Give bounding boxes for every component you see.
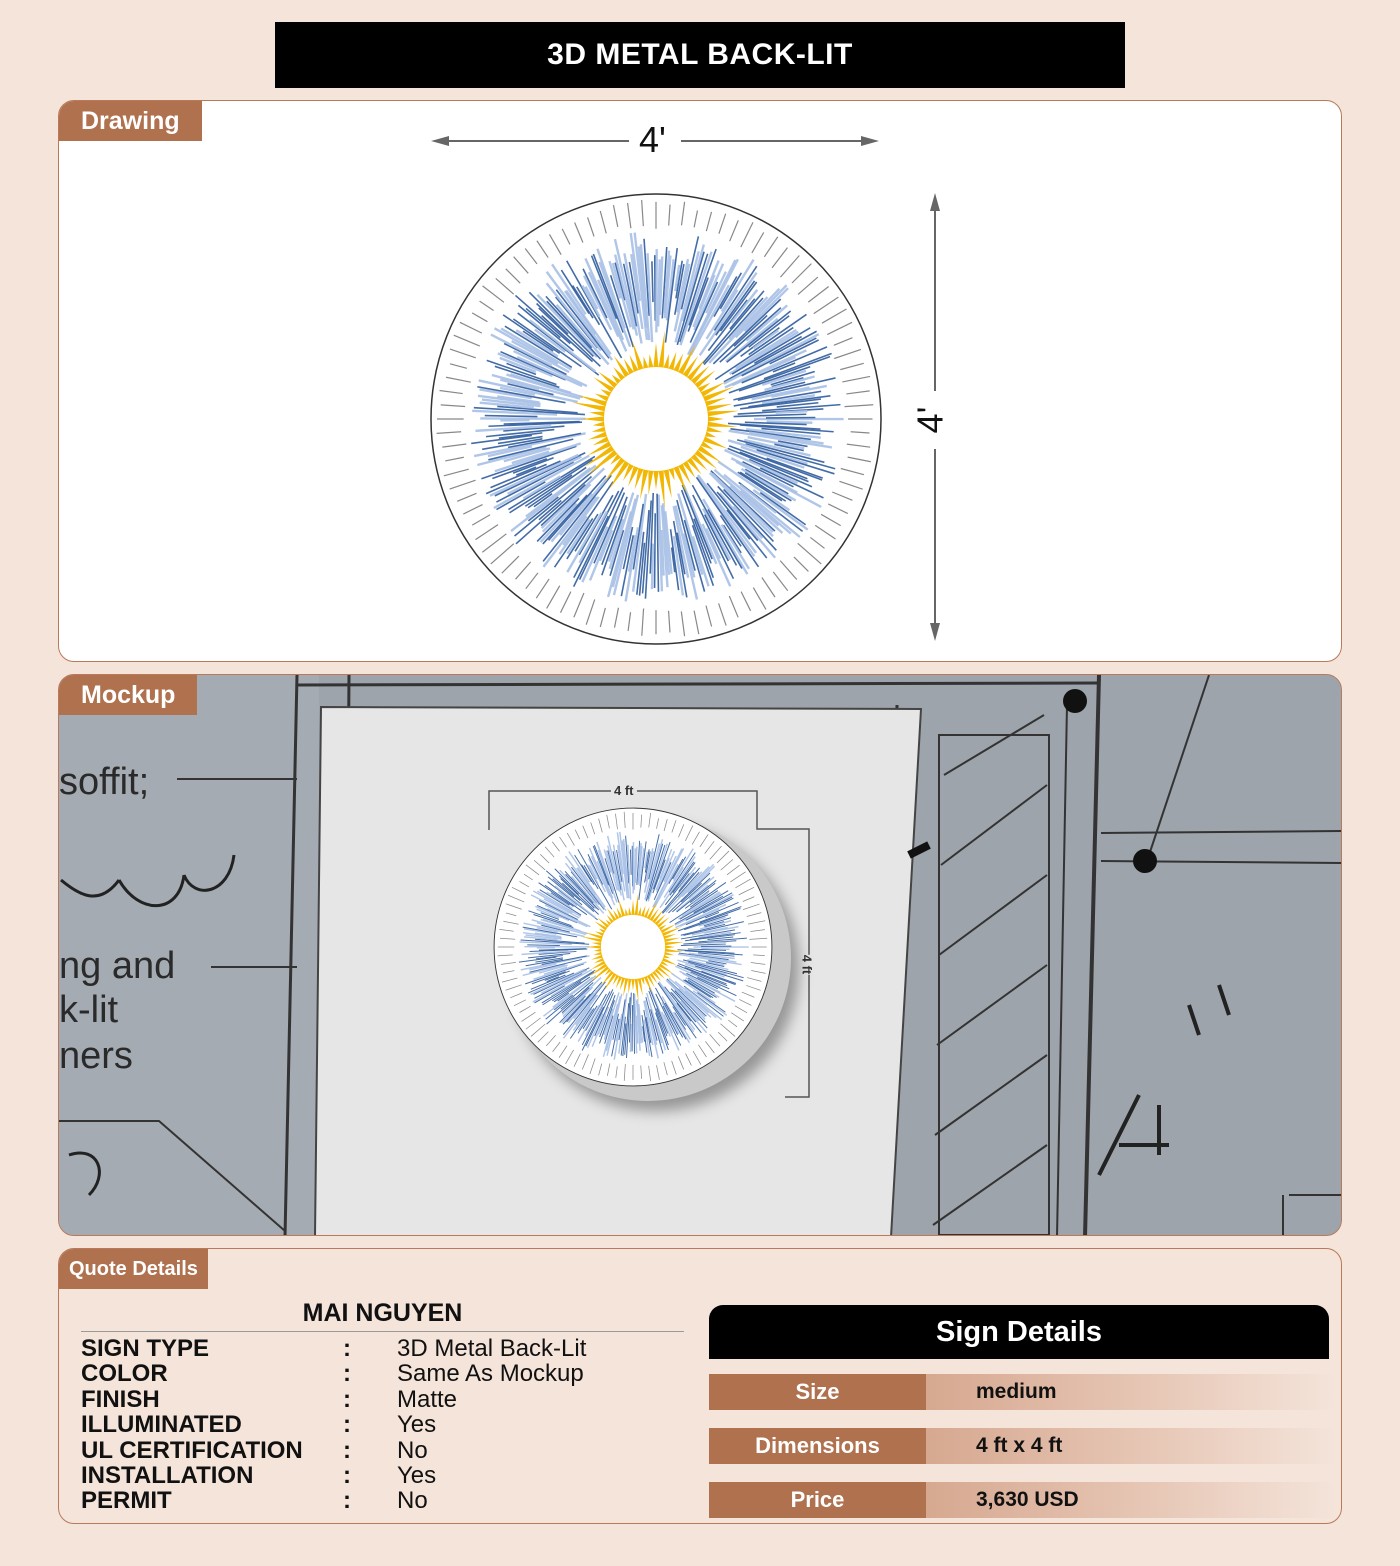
spec-row bbox=[81, 1411, 681, 1437]
spec-row bbox=[81, 1437, 681, 1463]
quote-tag: Quote Details bbox=[59, 1249, 208, 1289]
sun-medallion-mockup bbox=[491, 805, 775, 1089]
drawing-height-label: 4' bbox=[909, 406, 951, 434]
drawing-width-label: 4' bbox=[639, 119, 666, 160]
spec-key: ILLUMINATED bbox=[81, 1411, 242, 1439]
sign-detail-value: medium bbox=[926, 1374, 1337, 1410]
spec-separator: : bbox=[343, 1360, 351, 1388]
sign-detail-row bbox=[709, 1374, 1337, 1410]
spec-key: PERMIT bbox=[81, 1487, 172, 1515]
sign-detail-key: Dimensions bbox=[709, 1428, 926, 1464]
spec-row bbox=[81, 1487, 681, 1513]
sign-detail-row bbox=[709, 1482, 1337, 1518]
sign-detail-key: Size bbox=[709, 1374, 926, 1410]
spec-row bbox=[81, 1462, 681, 1488]
sign-detail-value: 3,630 USD bbox=[926, 1482, 1337, 1518]
drawing-panel bbox=[58, 100, 1342, 662]
blue-ray bbox=[630, 850, 631, 875]
sign-detail-row bbox=[709, 1428, 1337, 1464]
quote-panel bbox=[58, 1248, 1342, 1524]
drawing-tag: Drawing bbox=[59, 101, 202, 141]
blue-ray bbox=[631, 1024, 632, 1052]
spec-key: FINISH bbox=[81, 1385, 160, 1413]
spec-value: Matte bbox=[397, 1385, 458, 1413]
mockup-background-text: soffit; ng and k-lit ners bbox=[59, 761, 176, 1077]
spec-value: 3D Metal Back-Lit bbox=[397, 1335, 587, 1362]
spec-separator: : bbox=[343, 1411, 351, 1439]
spec-value: No bbox=[397, 1436, 428, 1464]
spec-value: Same As Mockup bbox=[397, 1360, 584, 1388]
blue-ray bbox=[655, 255, 656, 321]
blue-ray bbox=[652, 544, 653, 590]
mockup-height-label: 4 ft bbox=[799, 954, 815, 975]
spec-key: INSTALLATION bbox=[81, 1462, 254, 1489]
blue-ray bbox=[655, 513, 656, 588]
spec-separator: : bbox=[343, 1462, 351, 1489]
sign-detail-key: Price bbox=[709, 1482, 926, 1518]
spec-row bbox=[81, 1386, 681, 1412]
mockup-panel bbox=[58, 674, 1342, 1236]
blue-ray bbox=[485, 416, 538, 417]
sign-detail-value: 4 ft x 4 ft bbox=[926, 1428, 1337, 1464]
spec-row bbox=[81, 1360, 681, 1386]
sun-center bbox=[604, 367, 708, 471]
spec-value: Yes bbox=[397, 1411, 437, 1439]
spec-separator: : bbox=[343, 1436, 351, 1464]
mockup-width-label: 4 ft bbox=[611, 783, 637, 798]
spec-key: SIGN TYPE bbox=[81, 1335, 210, 1362]
spec-separator: : bbox=[343, 1487, 351, 1515]
spec-value: Yes bbox=[397, 1462, 437, 1489]
blue-ray bbox=[527, 945, 560, 946]
spec-separator: : bbox=[343, 1335, 351, 1362]
blue-ray bbox=[707, 942, 727, 943]
sign-details-title: Sign Details bbox=[709, 1305, 1329, 1359]
blue-ray bbox=[776, 411, 808, 413]
mockup-tag: Mockup bbox=[59, 675, 197, 715]
blue-ray bbox=[658, 259, 660, 326]
customer-name: MAI NGUYEN bbox=[302, 1299, 463, 1327]
spec-separator: : bbox=[343, 1385, 351, 1413]
customer-divider bbox=[81, 1331, 684, 1332]
blue-ray bbox=[652, 261, 653, 302]
page-title: 3D METAL BACK-LIT bbox=[275, 22, 1125, 88]
spec-key: COLOR bbox=[81, 1360, 168, 1388]
spec-row bbox=[81, 1335, 681, 1361]
sun-center bbox=[601, 915, 665, 979]
blue-ray bbox=[634, 848, 635, 889]
sun-medallion-drawing bbox=[426, 189, 886, 649]
spec-key: UL CERTIFICATION bbox=[81, 1436, 303, 1464]
spec-value: No bbox=[397, 1487, 428, 1515]
